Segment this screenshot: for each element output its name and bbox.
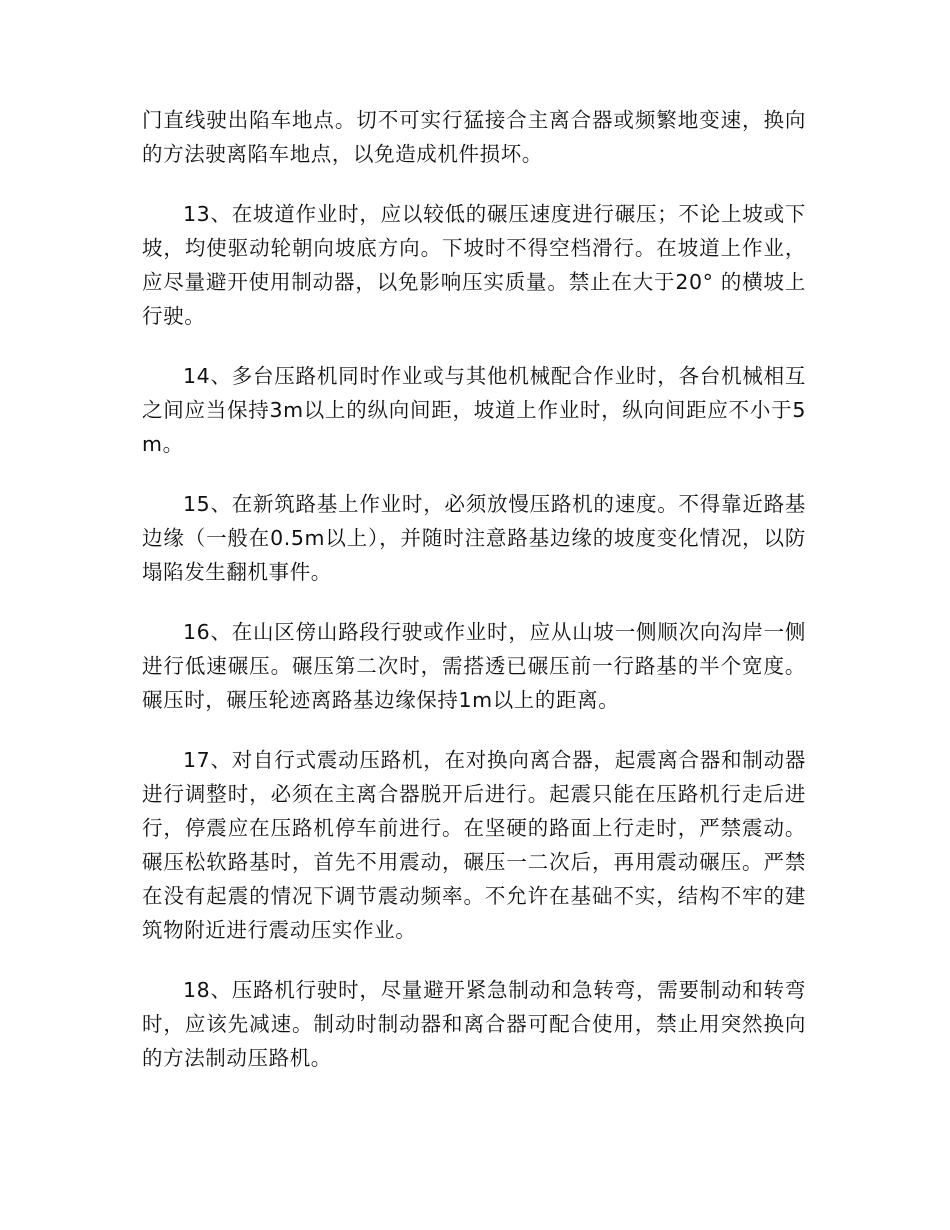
paragraph-item-18: 18、压路机行驶时，尽量避开紧急制动和急转弯，需要制动和转弯时，应该先减速。制动时制动器和离合器可配合使用，禁止用突然换向的方法制动压路机。: [142, 978, 806, 1070]
paragraph-item-16: 16、在山区傍山路段行驶或作业时，应从山坡一侧顺次向沟岸一侧进行低速碾压。碾压第二次时，需搭透已碾压前一行路基的半个宽度。碾压时，碾压轮迹离路基边缘保持1m以上的距离。: [142, 620, 806, 712]
paragraph-item-14: 14、多台压路机同时作业或与其他机械配合作业时，各台机械相互之间应当保持3m以上的纵向间距，坡道上作业时，纵向间距应不小于5m。: [142, 364, 806, 456]
paragraph-item-15: 15、在新筑路基上作业时，必须放慢压路机的速度。不得靠近路基边缘（一般在0.5m以上），并随时注意路基边缘的坡度变化情况，以防塌陷发生翻机事件。: [142, 492, 806, 584]
paragraph-continuation: 门直线驶出陷车地点。切不可实行猛接合主离合器或频繁地变速，换向的方法驶离陷车地点，以免造成机件损坏。: [142, 108, 806, 166]
paragraph-item-17: 17、对自行式震动压路机，在对换向离合器，起震离合器和制动器进行调整时，必须在主离合器脱开后进行。起震只能在压路机行走后进行，停震应在压路机停车前进行。在坚硬的路面上行走时，严禁震动。碾压松软路基时，首先不用震动，碾压一二次后，再用震动碾压。严禁在没有起震的情况下调节震动频率。不允许在基础不实，结构不牢的建筑物附近进行震动压实作业。: [142, 748, 806, 942]
paragraph-item-13: 13、在坡道作业时，应以较低的碾压速度进行碾压；不论上坡或下坡，均使驱动轮朝向坡底方向。下坡时不得空档滑行。在坡道上作业，应尽量避开使用制动器，以免影响压实质量。禁止在大于20° 的横坡上行驶。: [142, 202, 806, 328]
